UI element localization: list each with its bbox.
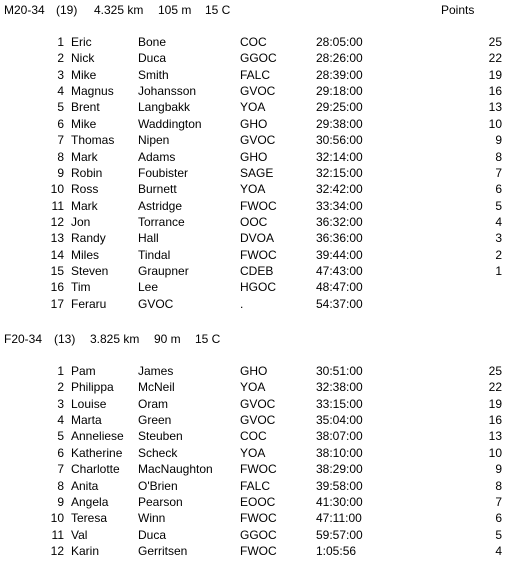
points-header: Points xyxy=(441,3,475,17)
course-climb: 105 m xyxy=(158,3,192,17)
points-cell: 22 xyxy=(488,51,502,66)
time-cell: 48:47:00 xyxy=(316,280,363,295)
club-cell: EOOC xyxy=(240,494,276,509)
last-name-cell: Hall xyxy=(138,231,159,246)
position-cell: 5 xyxy=(57,429,64,444)
result-row xyxy=(0,396,507,412)
first-name-cell: Val xyxy=(71,527,88,542)
last-name-cell: Pearson xyxy=(138,494,183,509)
first-name-cell: Pam xyxy=(71,364,96,378)
points-cell: 4 xyxy=(495,543,502,558)
club-cell: GHO xyxy=(240,149,268,164)
points-cell: 13 xyxy=(488,100,502,115)
club-cell: COC xyxy=(240,429,267,444)
time-cell: 59:57:00 xyxy=(316,527,363,542)
last-name-cell: Foubister xyxy=(138,165,189,180)
course-controls: 15 C xyxy=(195,332,221,346)
position-cell: 11 xyxy=(51,198,64,213)
result-row xyxy=(0,247,507,263)
time-cell: 29:25:00 xyxy=(316,100,363,115)
time-cell: 36:32:00 xyxy=(316,214,363,229)
club-cell: COC xyxy=(240,35,267,49)
last-name-cell: Lee xyxy=(138,280,159,295)
last-name-cell: Scheck xyxy=(138,445,178,460)
result-row xyxy=(0,214,507,230)
first-name-cell: Anita xyxy=(71,478,99,493)
points-cell: 19 xyxy=(488,396,502,411)
first-name-cell: Jon xyxy=(71,214,91,229)
last-name-cell: Adams xyxy=(138,149,176,164)
time-cell: 29:18:00 xyxy=(316,84,363,99)
points-cell: 7 xyxy=(495,494,502,509)
club-cell: FWOC xyxy=(240,511,277,526)
entry-count: (19) xyxy=(56,3,78,17)
position-cell: 2 xyxy=(57,51,64,66)
first-name-cell: Tim xyxy=(71,280,91,295)
time-cell: 35:04:00 xyxy=(316,413,363,428)
first-name-cell: Louise xyxy=(71,396,107,411)
position-cell: 8 xyxy=(57,478,64,493)
position-cell: 11 xyxy=(51,527,64,542)
first-name-cell: Charlotte xyxy=(71,462,120,477)
last-name-cell: Tindal xyxy=(138,247,171,262)
time-cell: 38:10:00 xyxy=(316,445,363,460)
points-cell: 9 xyxy=(495,462,502,477)
time-cell: 32:14:00 xyxy=(316,149,363,164)
position-cell: 7 xyxy=(57,133,64,148)
last-name-cell: Winn xyxy=(138,511,166,526)
first-name-cell: Randy xyxy=(71,231,106,246)
position-cell: 2 xyxy=(57,380,64,395)
time-cell: 41:30:00 xyxy=(316,494,363,509)
last-name-cell: O'Brien xyxy=(138,478,178,493)
points-cell: 16 xyxy=(488,84,502,99)
result-row xyxy=(0,181,507,197)
club-cell: FWOC xyxy=(240,247,277,262)
result-row xyxy=(0,428,507,444)
result-row xyxy=(0,34,507,50)
position-cell: 1 xyxy=(57,35,64,49)
time-cell: 28:26:00 xyxy=(316,51,363,66)
time-cell: 1:05:56 xyxy=(316,543,357,558)
position-cell: 15 xyxy=(50,263,64,278)
first-name-cell: Mike xyxy=(71,116,97,131)
position-cell: 6 xyxy=(57,445,64,460)
last-name-cell: Torrance xyxy=(138,214,185,229)
last-name-cell: GVOC xyxy=(138,296,174,311)
time-cell: 36:36:00 xyxy=(316,231,363,246)
position-cell: 1 xyxy=(57,364,64,378)
points-cell: 8 xyxy=(495,149,502,164)
position-cell: 7 xyxy=(57,462,64,477)
club-cell: FWOC xyxy=(240,543,277,558)
position-cell: 10 xyxy=(50,182,64,197)
points-cell: 5 xyxy=(495,198,502,213)
result-row xyxy=(0,412,507,428)
result-row xyxy=(0,543,507,559)
time-cell: 47:11:00 xyxy=(316,511,362,526)
first-name-cell: Marta xyxy=(71,413,102,428)
first-name-cell: Nick xyxy=(71,51,95,66)
position-cell: 17 xyxy=(50,296,64,311)
last-name-cell: Burnett xyxy=(138,182,177,197)
position-cell: 8 xyxy=(57,149,64,164)
points-cell: 3 xyxy=(495,231,502,246)
first-name-cell: Mark xyxy=(71,198,98,213)
time-cell: 30:51:00 xyxy=(316,364,363,378)
first-name-cell: Ross xyxy=(71,182,99,197)
points-cell: 7 xyxy=(495,165,502,180)
position-cell: 9 xyxy=(57,165,64,180)
last-name-cell: Bone xyxy=(138,35,167,49)
time-cell: 32:42:00 xyxy=(316,182,363,197)
points-cell: 6 xyxy=(495,182,502,197)
last-name-cell: Smith xyxy=(138,67,169,82)
last-name-cell: Steuben xyxy=(138,429,183,444)
position-cell: 4 xyxy=(57,413,64,428)
result-row xyxy=(0,478,507,494)
position-cell: 12 xyxy=(50,543,64,558)
result-row xyxy=(0,510,507,526)
last-name-cell: Gerritsen xyxy=(138,543,188,558)
points-cell: 5 xyxy=(495,527,502,542)
result-row xyxy=(0,165,507,181)
position-cell: 9 xyxy=(57,494,64,509)
club-cell: FALC xyxy=(240,67,271,82)
points-cell: 13 xyxy=(488,429,502,444)
club-cell: CDEB xyxy=(240,263,274,278)
result-row xyxy=(0,279,507,295)
result-row xyxy=(0,494,507,510)
section-header-m20-34 xyxy=(0,2,507,18)
last-name-cell: Astridge xyxy=(138,198,183,213)
time-cell: 47:43:00 xyxy=(316,263,363,278)
club-cell: GVOC xyxy=(240,413,276,428)
first-name-cell: Mark xyxy=(71,149,98,164)
club-cell: GGOC xyxy=(240,527,277,542)
last-name-cell: Duca xyxy=(138,51,167,66)
first-name-cell: Mike xyxy=(71,67,97,82)
first-name-cell: Robin xyxy=(71,165,103,180)
club-cell: YOA xyxy=(240,445,266,460)
course-distance: 3.825 km xyxy=(90,332,140,346)
result-row xyxy=(0,50,507,66)
points-cell: 25 xyxy=(488,35,502,49)
club-cell: GVOC xyxy=(240,133,276,148)
position-cell: 10 xyxy=(50,511,64,526)
points-cell: 16 xyxy=(488,413,502,428)
first-name-cell: Thomas xyxy=(71,133,115,148)
club-cell: GVOC xyxy=(240,84,276,99)
time-cell: 33:15:00 xyxy=(316,396,363,411)
last-name-cell: Langbakk xyxy=(138,100,191,115)
position-cell: 16 xyxy=(50,280,64,295)
first-name-cell: Feraru xyxy=(71,296,107,311)
result-row xyxy=(0,67,507,83)
result-row xyxy=(0,83,507,99)
result-row xyxy=(0,445,507,461)
class-name: F20-34 xyxy=(4,332,43,346)
points-cell: 2 xyxy=(495,247,502,262)
first-name-cell: Karin xyxy=(71,543,100,558)
last-name-cell: Nipen xyxy=(138,133,170,148)
first-name-cell: Steven xyxy=(71,263,109,278)
points-cell: 22 xyxy=(488,380,502,395)
time-cell: 39:44:00 xyxy=(316,247,363,262)
first-name-cell: Magnus xyxy=(71,84,114,99)
result-row xyxy=(0,132,507,148)
points-cell: 10 xyxy=(488,116,502,131)
club-cell: HGOC xyxy=(240,280,276,295)
position-cell: 3 xyxy=(57,67,64,82)
time-cell: 30:56:00 xyxy=(316,133,363,148)
section-header-f20-34 xyxy=(0,331,507,347)
time-cell: 39:58:00 xyxy=(316,478,363,493)
last-name-cell: Johansson xyxy=(138,84,197,99)
time-cell: 54:37:00 xyxy=(316,296,363,311)
position-cell: 3 xyxy=(57,396,64,411)
first-name-cell: Anneliese xyxy=(71,429,124,444)
result-row xyxy=(0,116,507,132)
course-climb: 90 m xyxy=(154,332,181,346)
position-cell: 5 xyxy=(57,100,64,115)
position-cell: 6 xyxy=(57,116,64,131)
points-cell: 8 xyxy=(495,478,502,493)
result-row xyxy=(0,198,507,214)
result-row xyxy=(0,527,507,543)
club-cell: GVOC xyxy=(240,396,276,411)
points-cell: 1 xyxy=(495,263,502,278)
points-cell: 4 xyxy=(495,214,502,229)
first-name-cell: Katherine xyxy=(71,445,123,460)
position-cell: 14 xyxy=(50,247,64,262)
last-name-cell: McNeil xyxy=(138,380,175,395)
club-cell: . xyxy=(240,296,244,311)
entry-count: (13) xyxy=(54,332,76,346)
club-cell: GHO xyxy=(240,364,268,378)
club-cell: YOA xyxy=(240,100,266,115)
points-cell: 10 xyxy=(488,445,502,460)
club-cell: FWOC xyxy=(240,462,277,477)
course-distance: 4.325 km xyxy=(94,3,144,17)
last-name-cell: Duca xyxy=(138,527,167,542)
club-cell: YOA xyxy=(240,182,266,197)
club-cell: FWOC xyxy=(240,198,277,213)
time-cell: 29:38:00 xyxy=(316,116,363,131)
last-name-cell: Waddington xyxy=(138,116,202,131)
result-row xyxy=(0,461,507,477)
position-cell: 12 xyxy=(50,214,64,229)
last-name-cell: Graupner xyxy=(138,263,189,278)
points-cell: 9 xyxy=(495,133,502,148)
points-cell: 19 xyxy=(488,67,502,82)
position-cell: 13 xyxy=(50,231,64,246)
first-name-cell: Angela xyxy=(71,494,109,509)
time-cell: 38:29:00 xyxy=(316,462,363,477)
points-cell: 25 xyxy=(488,364,502,378)
time-cell: 38:07:00 xyxy=(316,429,363,444)
first-name-cell: Brent xyxy=(71,100,100,115)
first-name-cell: Miles xyxy=(71,247,100,262)
time-cell: 32:38:00 xyxy=(316,380,363,395)
result-row xyxy=(0,99,507,115)
club-cell: SAGE xyxy=(240,165,274,180)
club-cell: FALC xyxy=(240,478,271,493)
points-cell: 6 xyxy=(495,511,502,526)
first-name-cell: Philippa xyxy=(71,380,114,395)
first-name-cell: Teresa xyxy=(71,511,108,526)
result-row xyxy=(0,149,507,165)
club-cell: YOA xyxy=(240,380,266,395)
position-cell: 4 xyxy=(57,84,64,99)
course-controls: 15 C xyxy=(205,3,231,17)
class-name: M20-34 xyxy=(4,3,45,17)
first-name-cell: Eric xyxy=(71,35,92,49)
result-row xyxy=(0,379,507,395)
time-cell: 32:15:00 xyxy=(316,165,363,180)
club-cell: GGOC xyxy=(240,51,277,66)
result-row xyxy=(0,230,507,246)
last-name-cell: Green xyxy=(138,413,172,428)
result-row xyxy=(0,263,507,279)
last-name-cell: James xyxy=(138,364,174,378)
club-cell: GHO xyxy=(240,116,268,131)
result-row xyxy=(0,296,507,312)
club-cell: OOC xyxy=(240,214,268,229)
result-row xyxy=(0,363,507,379)
time-cell: 28:39:00 xyxy=(316,67,363,82)
last-name-cell: MacNaughton xyxy=(138,462,213,477)
time-cell: 33:34:00 xyxy=(316,198,363,213)
time-cell: 28:05:00 xyxy=(316,35,363,49)
club-cell: DVOA xyxy=(240,231,275,246)
last-name-cell: Oram xyxy=(138,396,168,411)
